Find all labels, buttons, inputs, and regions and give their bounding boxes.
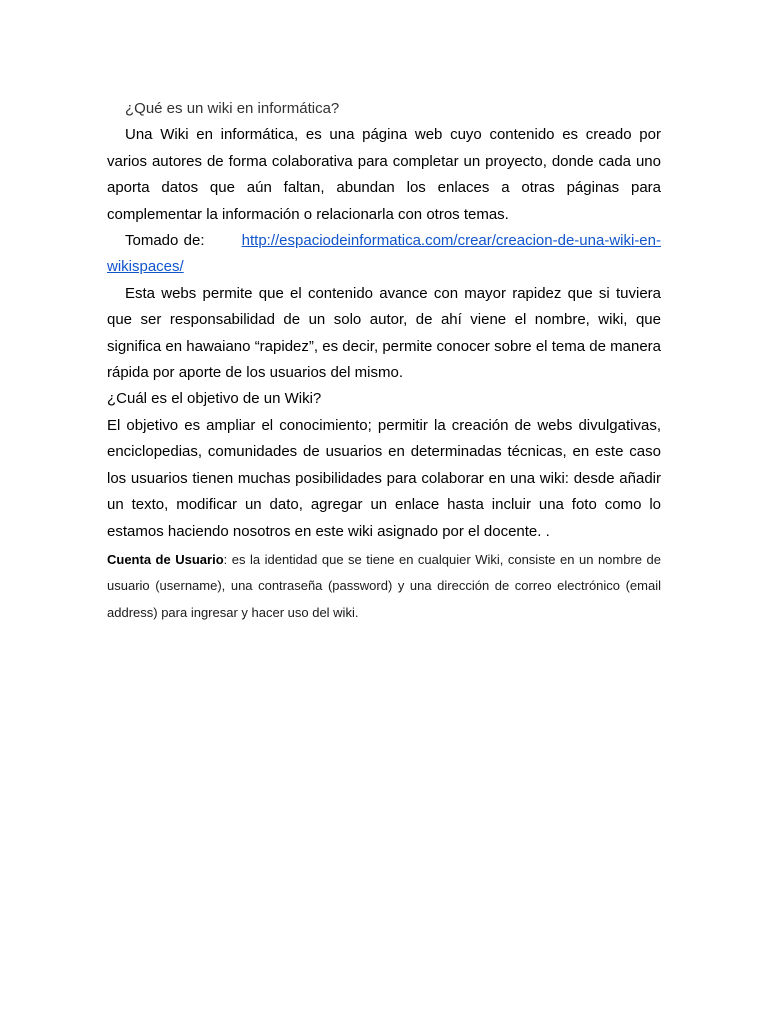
source-link[interactable]: http://espaciodeinformatica.com/crear/creacion-de-una-wiki-en-wikispaces/ <box>107 232 661 276</box>
paragraph-wiki-objective: El objetivo es ampliar el conocimiento; permitir la creación de webs divulgativas, enciclopedias, comunidades de usuarios en determinadas técnicas, en este caso los usuarios tienen muchas posibilidades para colaborar en una wiki: desde añadir un texto, modificar un dato, agregar un enlace hasta incluir una foto como lo estamos haciendo nosotros en este wiki asignado por el docente. . <box>107 416 661 540</box>
user-account-definition <box>107 547 661 626</box>
paragraph-wiki-name-origin: Esta webs permite que el contenido avance con mayor rapidez que si tuviera que ser responsabilidad de un solo autor, de ahí viene el nombre, wiki, que significa en hawaiano “rapidez”, es decir, permite conocer sobre el tema de manera rápida por aporte de los usuarios del mismo. <box>107 284 661 382</box>
document-body <box>107 96 661 626</box>
question-wiki-objective: ¿Cuál es el objetivo de un Wiki? <box>107 390 322 408</box>
source-citation <box>107 228 661 281</box>
source-label: Tomado de: <box>125 232 205 250</box>
term-user-account: Cuenta de Usuario <box>107 551 224 567</box>
paragraph-wiki-definition: Una Wiki en informática, es una página web cuyo contenido es creado por varios autores de forma colaborativa para completar un proyecto, donde cada uno aporta datos que aún faltan, abundan los enlaces a otras páginas para complementar la información o relacionarla con otros temas. <box>107 126 661 223</box>
question-what-is-wiki: ¿Qué es un wiki en informática? <box>125 100 340 117</box>
term-definition: : es la identidad que se tiene en cualquier Wiki, consiste en un nombre de usuario (username), una contraseña (password) y una dirección de correo electrónico (email address) para ingresar y hacer uso del wiki. <box>107 551 661 620</box>
